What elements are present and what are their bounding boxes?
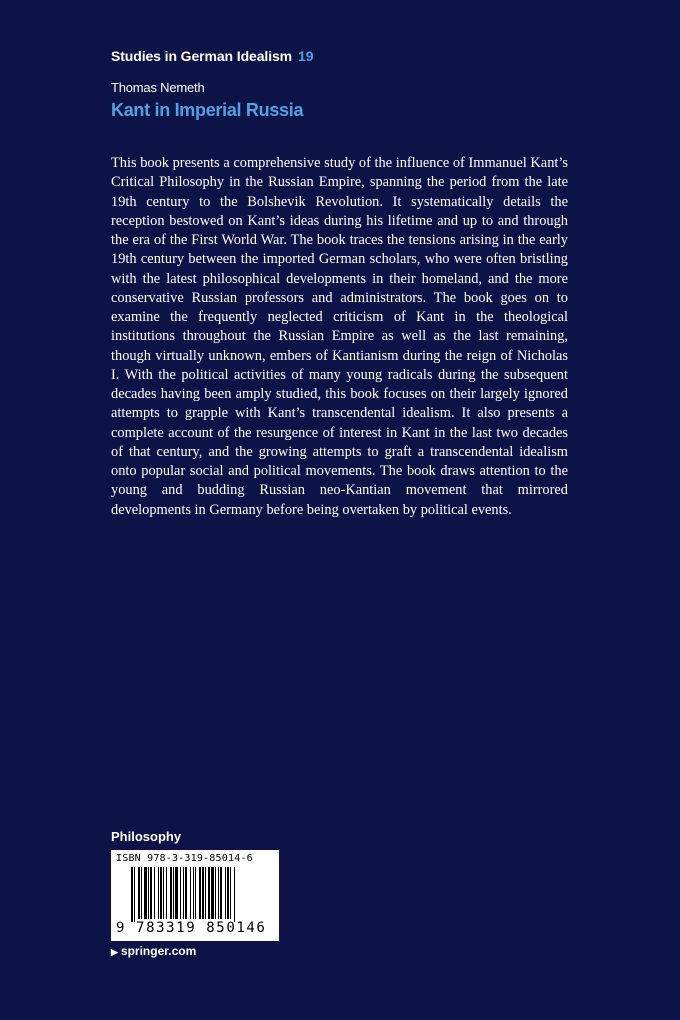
barcode-bar <box>183 867 184 919</box>
springer-link-label: springer.com <box>120 944 197 958</box>
barcode-bar <box>185 867 187 919</box>
author-name: Thomas Nemeth <box>111 80 205 95</box>
barcode-bar <box>166 867 167 919</box>
barcode-bar <box>225 867 226 919</box>
series-number: 19 <box>298 48 314 64</box>
barcode-bar <box>138 867 140 919</box>
barcode-bar <box>175 867 178 919</box>
barcode-bar <box>190 867 191 919</box>
barcode-bar <box>131 867 133 922</box>
series-name: Studies in German Idealism <box>111 48 293 64</box>
barcode-bar <box>160 867 162 919</box>
barcode-bar <box>202 867 204 919</box>
barcode-bar <box>154 867 155 919</box>
barcode-bar <box>173 867 174 919</box>
barcode-bar <box>141 867 142 919</box>
isbn-barcode <box>111 850 279 941</box>
barcode-bar <box>195 867 196 919</box>
barcode-bar <box>218 867 219 919</box>
barcode-bar <box>234 867 235 922</box>
barcode-bar <box>211 867 214 919</box>
book-description: This book presents a comprehensive study of the influence of Immanuel Kant’s Critical Philosophy in the Russian Empire, spanning the period from the late 19th century to the Bolshevik Revolution. It systematically details the reception bestowed on Kant’s ideas during his lifetime and up to and through the era of the First World War. The book traces the tensions arising in the early 19th century between the imported German scholars, who were often bristling with the latest philosophical developments in their homeland, and the more conservative Russian professors and administrators. The book goes on to examine the frequently neglected criticism of Kant in the theological institutions throughout the Russian Empire as well as the last remaining, though virtually unknown, embers of Kantianism during the reign of Nicholas I. With the political activities of many young radicals during the subsequent decades having been amply studied, this book focuses on their largely ignored attempts to grapple with Kant’s transcendental idealism. It also presents a complete account of the resurgence of interest in Kant in the last two decades of that century, and the growing attempts to graft a transcendental idealism onto popular social and political movements. The book draws attention to the young and budding Russian neo-Kantian movement that mirrored developments in Germany before being overtaken by political events. <box>111 155 568 518</box>
barcode-bar <box>230 867 231 919</box>
barcode-bar <box>208 867 210 919</box>
barcode-bar <box>205 867 206 919</box>
barcode-bar <box>227 867 229 919</box>
springer-link[interactable] <box>111 944 196 958</box>
isbn-label: ISBN 978-3-319-85014-6 <box>116 853 253 864</box>
barcode-bar <box>148 867 149 919</box>
ean-digits: 9 783319 850146 <box>116 920 267 936</box>
barcode-bar <box>199 867 201 919</box>
barcode-bar <box>150 867 152 919</box>
barcode-bar <box>215 867 216 919</box>
subject-label: Philosophy <box>111 829 182 844</box>
barcode-bar <box>158 867 159 919</box>
barcode-bar <box>170 867 172 919</box>
series-line <box>111 48 313 64</box>
barcode-bar <box>193 867 194 919</box>
barcode-bars <box>131 867 271 922</box>
barcode-bar <box>180 867 181 919</box>
barcode-bar <box>134 867 135 922</box>
book-title: Kant in Imperial Russia <box>111 100 304 120</box>
triangle-right-icon: ▶ <box>111 947 118 957</box>
barcode-bar <box>144 867 147 919</box>
barcode-bar <box>163 867 164 919</box>
barcode-bar <box>220 867 222 919</box>
